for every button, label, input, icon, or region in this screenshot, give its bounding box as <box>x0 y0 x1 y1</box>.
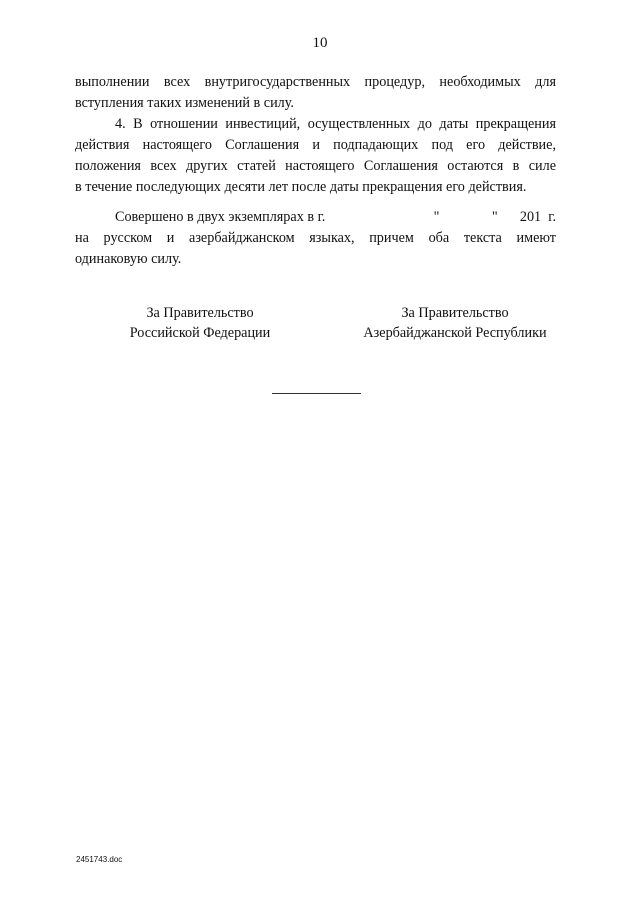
signature-line: Российской Федерации <box>129 325 271 341</box>
paragraph-continuation <box>75 72 556 114</box>
text-line: выполнении всех внутригосударственных процедур, необходимых для <box>75 74 556 90</box>
text-line: положения всех других статей настоящего Соглашения остаются в силе <box>75 158 556 174</box>
signature-line: За Правительство <box>146 305 254 321</box>
done-in-line <box>75 207 556 228</box>
paragraph-done-in <box>75 207 556 270</box>
signature-block-azerbaijan <box>345 303 565 343</box>
signature-line: За Правительство <box>401 305 509 321</box>
text-line: на русском и азербайджанском языках, причем оба текста имеют <box>75 230 556 246</box>
text-line: одинаковую силу. <box>75 251 182 267</box>
year-text: 201 г. <box>519 209 556 225</box>
quote-close: " <box>491 209 498 225</box>
text-line: 4. В отношении инвестиций, осуществленных до даты прекращения <box>115 116 556 132</box>
signature-line: Азербайджанской Республики <box>363 325 547 341</box>
text-line: действия настоящего Соглашения и подпадающих под его действие, <box>75 137 556 153</box>
quote-open: " <box>433 209 440 225</box>
date-quotes <box>434 207 498 228</box>
text-line: в течение последующих десяти лет после даты прекращения его действия. <box>75 179 527 195</box>
end-divider <box>272 393 361 394</box>
done-in-text: Совершено в двух экземплярах в г. <box>115 209 326 225</box>
text-line: вступления таких изменений в силу. <box>75 95 294 111</box>
paragraph-article-4 <box>75 114 556 198</box>
page-number: 10 <box>312 35 328 51</box>
signature-block-russia <box>100 303 300 343</box>
footer-filename: 2451743.doc <box>76 855 123 864</box>
